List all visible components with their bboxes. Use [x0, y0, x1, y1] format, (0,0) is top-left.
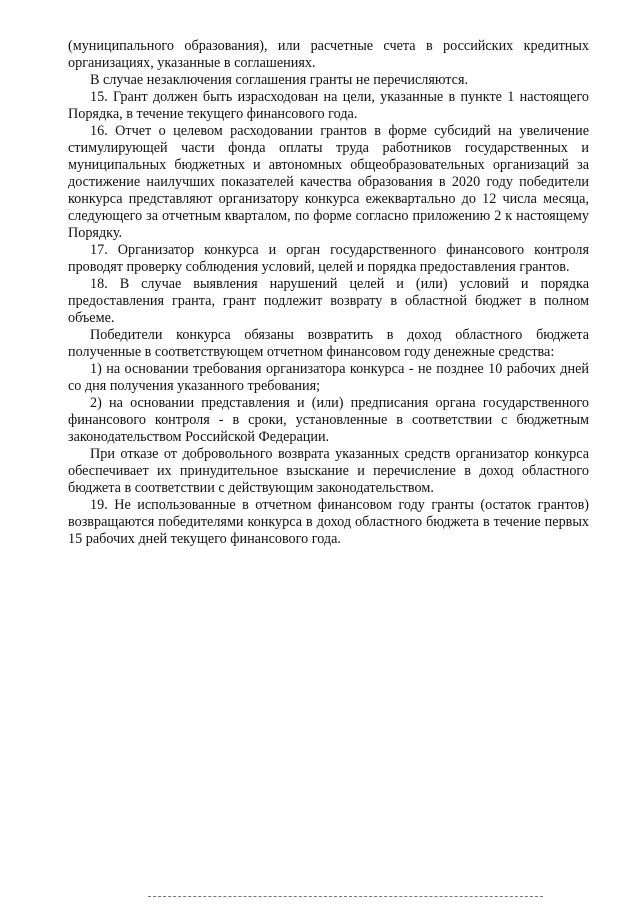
paragraph-item-15: 15. Грант должен быть израсходован на цели, указанные в пункте 1 настоящего Порядка, в течение текущего финансового года. — [68, 89, 589, 122]
paragraph-item-19: 19. Не использованные в отчетном финансовом году гранты (остаток грантов) возвращаются победителями конкурса в доход областного бюджета в течение первых 15 рабочих дней текущего финансового года. — [68, 497, 589, 547]
paragraph-item-16: 16. Отчет о целевом расходовании грантов в форме субсидий на увеличение стимулирующей части фонда оплаты труда работников государственных и муниципальных бюджетных и автономных общеобразовательных организаций за достижение наилучших показателей качества образования в 2020 году победители конкурса представляют организатору конкурса ежеквартально до 12 числа месяца, следующего за отчетным кварталом, по форме согласно приложению 2 к настоящему Порядку. — [68, 123, 589, 241]
footer-dashed-line — [148, 896, 543, 897]
paragraph-item-18: 18. В случае выявления нарушений целей и (или) условий и порядка предоставления гранта, грант подлежит возврату в областной бюджет в полном объеме. — [68, 276, 589, 326]
paragraph-item-17: 17. Организатор конкурса и орган государственного финансового контроля проводят проверку соблюдения условий, целей и порядка предоставления грантов. — [68, 242, 589, 275]
paragraph-no-agreement: В случае незаключения соглашения гранты не перечисляются. — [90, 72, 469, 88]
paragraph-return-obligation: Победители конкурса обязаны возвратить в доход областного бюджета полученные в соответствующем отчетном финансовом году денежные средства: — [68, 327, 589, 360]
paragraph-continuation: (муниципального образования), или расчетные счета в российских кредитных организациях, указанные в соглашениях. — [68, 38, 589, 71]
paragraph-subitem-1: 1) на основании требования организатора конкурса - не позднее 10 рабочих дней со дня получения указанного требования; — [68, 361, 589, 394]
paragraph-forced-recovery: При отказе от добровольного возврата указанных средств организатор конкурса обеспечивает их принудительное взыскание и перечисление в доход областного бюджета в соответствии с действующим законодательством. — [68, 446, 589, 496]
paragraph-subitem-2: 2) на основании представления и (или) предписания органа государственного финансового контроля - в сроки, установленные в соответствии с бюджетным законодательством Российской Федерации. — [68, 395, 589, 445]
document-body — [68, 38, 589, 548]
